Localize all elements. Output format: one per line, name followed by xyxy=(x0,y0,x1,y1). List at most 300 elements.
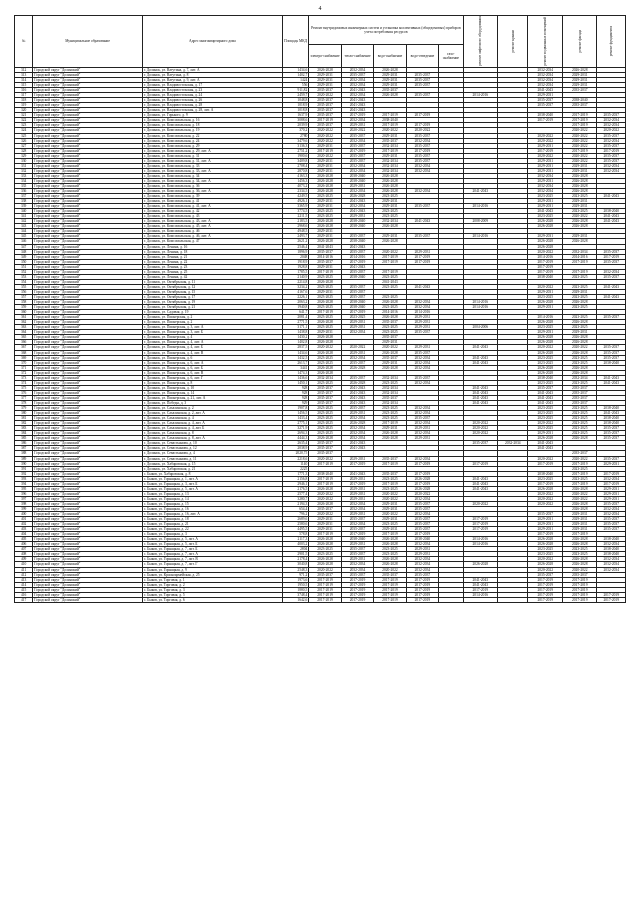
municipality-cell: Городской округ "Долинский" xyxy=(33,249,143,254)
heat-cell: 2035-2037 xyxy=(341,517,373,522)
foundation-cell: 2029-2031 xyxy=(597,486,626,491)
sewer-cell: 2035-2037 xyxy=(406,133,438,138)
facade-cell: 2017-2019 xyxy=(562,582,597,587)
heat-cell: 2035-2037 xyxy=(341,547,373,552)
lift-cell: 2041-2043 xyxy=(463,577,498,582)
heat-cell: 2029-2031 xyxy=(341,183,373,188)
heat-cell: 2038-2040 xyxy=(341,305,373,310)
sewer-cell: 2017-2019 xyxy=(406,592,438,597)
electro-cell: 2035-2037 xyxy=(309,108,341,113)
basement-cell: 2017-2019 xyxy=(528,269,563,274)
row-number: 371 xyxy=(15,365,33,370)
area-cell: 1438,8 xyxy=(282,330,308,335)
municipality-cell: Городской округ "Долинский" xyxy=(33,315,143,320)
municipality-cell: Городской округ "Долинский" xyxy=(33,466,143,471)
basement-cell: 2038-2040 xyxy=(528,471,563,476)
foundation-cell: 2032-2034 xyxy=(597,269,626,274)
area-cell: 1940,8 xyxy=(282,305,308,310)
municipality-cell: Городской округ "Долинский" xyxy=(33,476,143,481)
municipality-cell: Городской округ "Долинский" xyxy=(33,340,143,345)
heat-cell: 2041-2043 xyxy=(341,103,373,108)
row-number: 343 xyxy=(15,224,33,229)
municipality-cell: Городской округ "Долинский" xyxy=(33,204,143,209)
municipality-cell: Городской округ "Долинский" xyxy=(33,199,143,204)
row-number: 357 xyxy=(15,295,33,300)
row-number: 324 xyxy=(15,128,33,133)
area-cell: 2063,2 xyxy=(282,300,308,305)
facade-cell: 2023-2025 xyxy=(562,547,597,552)
address-cell: с. Быков, ул. Горняцкая, д. 1, лит. А xyxy=(142,476,282,481)
facade-cell: 2017-2019 xyxy=(562,592,597,597)
water-cell: 2017-2019 xyxy=(374,461,406,466)
basement-cell: 2023-2025 xyxy=(528,380,563,385)
electro-cell: 2023-2025 xyxy=(309,274,341,279)
heat-cell: 2032-2034 xyxy=(341,67,373,72)
facade-cell: 2020-2022 xyxy=(562,133,597,138)
municipality-cell: Городской округ "Долинский" xyxy=(33,587,143,592)
heat-cell: 2035-2037 xyxy=(341,158,373,163)
foundation-cell: 2035-2037 xyxy=(597,259,626,264)
address-cell: г. Долинск, ул. Сахалинская, д. 2 xyxy=(142,406,282,411)
address-cell: г. Долинск, ул. Владивостокская, д. 28 xyxy=(142,103,282,108)
basement-cell: 2029-2031 xyxy=(528,527,563,532)
address-cell: г. Долинск, ул. Севастьянова, д. 12 xyxy=(142,446,282,451)
header-roof-label: ремонт крыши xyxy=(510,29,515,53)
row-number: 396 xyxy=(15,491,33,496)
area-cell: 928 xyxy=(282,385,308,390)
address-cell: г. Долинск, ул. Октябрьская, д. 11 xyxy=(142,279,282,284)
electro-cell: 2035-2037 xyxy=(309,441,341,446)
area-cell: 971,2 xyxy=(282,572,308,577)
basement-cell: 2029-2031 xyxy=(528,158,563,163)
sewer-cell: 2032-2034 xyxy=(406,305,438,310)
basement-cell: 2029-2031 xyxy=(528,163,563,168)
area-cell: 2804 xyxy=(282,547,308,552)
area-cell: 928 xyxy=(282,390,308,395)
address-cell: г. Долинск, ул. Ленина, д. 25 xyxy=(142,269,282,274)
electro-cell: 2017-2019 xyxy=(309,587,341,592)
municipality-cell: Городской округ "Долинский" xyxy=(33,436,143,441)
lift-cell: 2014-2016 xyxy=(463,234,498,239)
heat-cell: 2032-2034 xyxy=(341,501,373,506)
lift-cell: 2014-2016 xyxy=(463,204,498,209)
row-number: 341 xyxy=(15,214,33,219)
foundation-cell: 2017-2019 xyxy=(597,471,626,476)
heat-cell: 2041-2043 xyxy=(341,400,373,405)
sewer-cell: 2035-2037 xyxy=(406,72,438,77)
area-cell: 928 xyxy=(282,395,308,400)
municipality-cell: Городской округ "Долинский" xyxy=(33,522,143,527)
municipality-cell: Городской округ "Долинский" xyxy=(33,385,143,390)
address-cell: г. Долинск, ул. Пионерская, д. 6, лит. Б xyxy=(142,365,282,370)
facade-cell: 2023-2025 xyxy=(562,431,597,436)
address-cell: г. Долинск, ул. Пионерская, д. 4, лит. Б xyxy=(142,345,282,350)
facade-cell: 2020-2022 xyxy=(562,567,597,572)
water-cell: 2017-2019 xyxy=(374,148,406,153)
heat-cell: 2032-2034 xyxy=(341,522,373,527)
facade-cell: 2023-2025 xyxy=(562,305,597,310)
sewer-cell: 2035-2037 xyxy=(406,204,438,209)
water-cell: 2017-2019 xyxy=(374,592,406,597)
address-cell: г. Долинск, ул. Ватутина, д. 7, лит. А xyxy=(142,67,282,72)
heat-cell: 2029-2031 xyxy=(341,320,373,325)
electro-cell: 2023-2025 xyxy=(309,547,341,552)
facade-cell: 2026-2028 xyxy=(562,219,597,224)
foundation-cell: 2038-2040 xyxy=(597,406,626,411)
row-number: 393 xyxy=(15,476,33,481)
heat-cell: 2029-2031 xyxy=(341,123,373,128)
heat-cell: 2035-2037 xyxy=(341,375,373,380)
address-cell: г. Долинск, ул. Севастьянова, д. 4 xyxy=(142,451,282,456)
facade-cell: 2035-2037 xyxy=(562,395,597,400)
basement-cell: 2029-2031 xyxy=(528,289,563,294)
electro-cell: 2020-2022 xyxy=(309,128,341,133)
heat-cell: 2029-2031 xyxy=(341,456,373,461)
electro-cell: 2023-2025 xyxy=(309,431,341,436)
lift-cell: 2017-2019 xyxy=(463,461,498,466)
municipality-cell: Городской округ "Долинский" xyxy=(33,259,143,264)
water-cell: 2017-2019 xyxy=(374,582,406,587)
row-number: 368 xyxy=(15,350,33,355)
row-number: 417 xyxy=(15,597,33,602)
municipality-cell: Городской округ "Долинский" xyxy=(33,517,143,522)
water-cell: 2029-2031 xyxy=(374,360,406,365)
sewer-cell: 2035-2037 xyxy=(406,350,438,355)
municipality-cell: Городской округ "Долинский" xyxy=(33,224,143,229)
area-cell: 1433,4 xyxy=(282,416,308,421)
water-cell: 2017-2019 xyxy=(374,123,406,128)
basement-cell: 2026-2028 xyxy=(528,542,563,547)
area-cell: 1018,8 xyxy=(282,108,308,113)
sewer-cell: 2035-2037 xyxy=(406,330,438,335)
facade-cell: 2029-2031 xyxy=(562,234,597,239)
row-number: 318 xyxy=(15,98,33,103)
area-cell: 1896,9 xyxy=(282,249,308,254)
water-cell: 2023-2025 xyxy=(374,194,406,199)
heat-cell: 2017-2019 xyxy=(341,481,373,486)
row-number: 348 xyxy=(15,249,33,254)
municipality-cell: Городской округ "Долинский" xyxy=(33,572,143,577)
electro-cell: 2026-2028 xyxy=(309,173,341,178)
heat-cell: 2017-2019 xyxy=(341,587,373,592)
municipality-cell: Городской округ "Долинский" xyxy=(33,219,143,224)
basement-cell: 2026-2028 xyxy=(528,219,563,224)
basement-cell: 2035-2037 xyxy=(528,103,563,108)
basement-cell: 2029-2031 xyxy=(528,431,563,436)
sewer-cell: 2017-2019 xyxy=(406,461,438,466)
address-cell: г. Долинск, ул. Комсомольская, д. 24 xyxy=(142,138,282,143)
address-cell: г. Долинск, ул. Севастьянова, д. 11 xyxy=(142,456,282,461)
row-number: 360 xyxy=(15,310,33,315)
basement-cell: 2020-2022 xyxy=(528,456,563,461)
row-number: 352 xyxy=(15,269,33,274)
municipality-cell: Городской округ "Долинский" xyxy=(33,239,143,244)
area-cell: 2635,4 xyxy=(282,441,308,446)
basement-cell: 2014-2016 xyxy=(528,315,563,320)
row-number: 367 xyxy=(15,345,33,350)
heat-cell: 2041-2043 xyxy=(341,446,373,451)
sewer-cell: 2029-2031 xyxy=(406,325,438,330)
address-cell: г. Долинск, ул. Сахалинская, д. 8 xyxy=(142,431,282,436)
address-cell: с. Быков, ул. Горняцкая, д. 22 xyxy=(142,527,282,532)
facade-cell: 2020-2022 xyxy=(562,456,597,461)
municipality-cell: Городской округ "Долинский" xyxy=(33,461,143,466)
area-cell: 1900,6 xyxy=(282,153,308,158)
facade-cell: 2029-2031 xyxy=(562,517,597,522)
electro-cell: 2017-2019 xyxy=(309,310,341,315)
basement-cell: 2023-2025 xyxy=(528,547,563,552)
header-facade-label: ремонт фасада xyxy=(577,29,582,53)
facade-cell: 2032-2034 xyxy=(562,249,597,254)
electro-cell: 2023-2025 xyxy=(309,284,341,289)
header-basement xyxy=(528,16,563,68)
water-cell: 2029-2031 xyxy=(374,517,406,522)
water-cell: 2029-2031 xyxy=(374,204,406,209)
area-cell: 2117,3 xyxy=(282,537,308,542)
row-number: 407 xyxy=(15,547,33,552)
header-municipality: Муниципальное образование xyxy=(33,16,143,68)
area-cell: 3409,8 xyxy=(282,158,308,163)
heat-cell: 2029-2031 xyxy=(341,542,373,547)
area-cell: 4926,1 xyxy=(282,199,308,204)
facade-cell: 2026-2028 xyxy=(562,189,597,194)
water-cell: 2029-2031 xyxy=(374,199,406,204)
water-cell: 2035-2037 xyxy=(374,572,406,577)
electro-cell: 2017-2019 xyxy=(309,476,341,481)
area-cell: 2211,5 xyxy=(282,214,308,219)
water-cell: 2032-2034 xyxy=(374,168,406,173)
area-cell: 1880,5 xyxy=(282,587,308,592)
municipality-cell: Городской округ "Долинский" xyxy=(33,552,143,557)
foundation-cell: 2035-2037 xyxy=(597,426,626,431)
area-cell: 3234,2 xyxy=(282,284,308,289)
sewer-cell: 2041-2043 xyxy=(406,284,438,289)
foundation-cell: 2032-2034 xyxy=(597,118,626,123)
basement-cell: 2026-2028 xyxy=(528,436,563,441)
facade-cell: 2023-2025 xyxy=(562,315,597,320)
sewer-cell: 2029-2031 xyxy=(406,320,438,325)
electro-cell: 2026-2028 xyxy=(309,189,341,194)
municipality-cell: Городской округ "Долинский" xyxy=(33,173,143,178)
area-cell: 2694,3 xyxy=(282,431,308,436)
water-cell: 2023-2025 xyxy=(374,330,406,335)
electro-cell: 2017-2019 xyxy=(309,148,341,153)
sewer-cell: 2029-2031 xyxy=(406,436,438,441)
area-cell: 1432,5 xyxy=(282,355,308,360)
basement-cell: 2023-2025 xyxy=(528,355,563,360)
area-cell: 3271,9 xyxy=(282,426,308,431)
water-cell: 2017-2019 xyxy=(374,269,406,274)
water-cell: 2023-2025 xyxy=(374,406,406,411)
basement-cell: 2029-2031 xyxy=(528,204,563,209)
basement-cell: 2020-2022 xyxy=(528,557,563,562)
sewer-cell: 2035-2037 xyxy=(406,501,438,506)
electro-cell: 2023-2025 xyxy=(309,380,341,385)
facade-cell: 2029-2031 xyxy=(562,512,597,517)
municipality-cell: Городской округ "Долинский" xyxy=(33,158,143,163)
municipality-cell: Городской округ "Долинский" xyxy=(33,456,143,461)
basement-cell: 2014-2016 xyxy=(528,254,563,259)
heat-cell: 2035-2037 xyxy=(341,234,373,239)
heat-cell: 2035-2037 xyxy=(341,552,373,557)
municipality-cell: Городской округ "Долинский" xyxy=(33,72,143,77)
area-cell: 654,4 xyxy=(282,506,308,511)
heat-cell: 2032-2034 xyxy=(341,138,373,143)
municipality-cell: Городской округ "Долинский" xyxy=(33,244,143,249)
address-cell: г. Долинск, ул. Пионерская, д. 6, лит. Г xyxy=(142,375,282,380)
basement-cell: 2029-2031 xyxy=(528,305,563,310)
electro-cell: 2026-2028 xyxy=(309,320,341,325)
facade-cell: 2029-2031 xyxy=(562,204,597,209)
electro-cell: 2035-2037 xyxy=(309,123,341,128)
row-number: 397 xyxy=(15,496,33,501)
electro-cell: 2035-2037 xyxy=(309,385,341,390)
water-cell: 2032-2034 xyxy=(374,163,406,168)
lift-cell: 2014-2016 xyxy=(463,542,498,547)
heat-cell: 2029-2031 xyxy=(341,491,373,496)
basement-cell: 2023-2025 xyxy=(528,295,563,300)
row-number: 382 xyxy=(15,421,33,426)
facade-cell: 2017-2019 xyxy=(562,269,597,274)
row-number: 338 xyxy=(15,199,33,204)
address-cell: с. Быков, ул. Горняцкая, д. 5, лит. А xyxy=(142,486,282,491)
row-number: 334 xyxy=(15,178,33,183)
electro-cell: 2026-2028 xyxy=(309,370,341,375)
area-cell: 2751,2 xyxy=(282,148,308,153)
heat-cell: 2026-2028 xyxy=(341,194,373,199)
municipality-cell: Городской округ "Долинский" xyxy=(33,234,143,239)
address-cell: г. Долинск, ул. Владивостокская, д. 24 xyxy=(142,93,282,98)
facade-cell: 2017-2019 xyxy=(562,113,597,118)
municipality-cell: Городской округ "Долинский" xyxy=(33,567,143,572)
municipality-cell: Городской округ "Долинский" xyxy=(33,345,143,350)
basement-cell: 2020-2022 xyxy=(528,491,563,496)
basement-cell: 2020-2022 xyxy=(528,496,563,501)
row-number: 392 xyxy=(15,471,33,476)
basement-cell: 2017-2019 xyxy=(528,461,563,466)
heat-cell: 2035-2037 xyxy=(341,269,373,274)
foundation-cell: 2032-2034 xyxy=(597,476,626,481)
area-cell: 2548,3 xyxy=(282,567,308,572)
lift-cell: 2041-2043 xyxy=(463,476,498,481)
area-cell: 1456,5 xyxy=(282,411,308,416)
heat-cell: 2041-2043 xyxy=(341,441,373,446)
address-cell: г. Долинск, ул. Пионерская, д. 3, лит. Б xyxy=(142,330,282,335)
lift-cell: 2041-2043 xyxy=(463,486,498,491)
heat-cell: 2029-2031 xyxy=(341,512,373,517)
water-cell: 2023-2025 xyxy=(374,416,406,421)
heat-cell: 2032-2034 xyxy=(341,567,373,572)
basement-cell: 2041-2043 xyxy=(528,390,563,395)
sewer-cell: 2032-2034 xyxy=(406,355,438,360)
facade-cell: 2029-2031 xyxy=(562,330,597,335)
sewer-cell: 2032-2034 xyxy=(406,567,438,572)
basement-cell: 2017-2019 xyxy=(528,582,563,587)
area-cell: 2775,1 xyxy=(282,421,308,426)
heat-cell: 2035-2037 xyxy=(341,143,373,148)
sewer-cell: 2032-2034 xyxy=(406,163,438,168)
facade-cell: 2029-2031 xyxy=(562,289,597,294)
heat-cell: 2041-2043 xyxy=(341,199,373,204)
heat-cell: 2020-2022 xyxy=(341,345,373,350)
water-cell: 2023-2025 xyxy=(374,295,406,300)
sewer-cell: 2032-2034 xyxy=(406,562,438,567)
row-number: 375 xyxy=(15,385,33,390)
area-cell: 1973,6 xyxy=(282,577,308,582)
water-cell: 2026-2028 xyxy=(374,365,406,370)
foundation-cell: 2035-2037 xyxy=(597,436,626,441)
foundation-cell: 2038-2040 xyxy=(597,547,626,552)
electro-cell: 2023-2025 xyxy=(309,426,341,431)
municipality-cell: Городской округ "Долинский" xyxy=(33,118,143,123)
address-cell: г. Долинск, ул. Пионерская, д. 4 xyxy=(142,335,282,340)
sewer-cell: 2017-2019 xyxy=(406,254,438,259)
electro-cell: 2026-2028 xyxy=(309,340,341,345)
water-cell: 2023-2025 xyxy=(374,284,406,289)
address-cell: г. Долинск, ул. Ленина, д. 21 xyxy=(142,254,282,259)
facade-cell: 2026-2028 xyxy=(562,300,597,305)
address-cell: г. Долинск, ул. Сахалинская, д. 4 xyxy=(142,416,282,421)
area-cell: 2577,4 xyxy=(282,491,308,496)
heat-cell: 2023-2025 xyxy=(341,315,373,320)
water-cell: 2029-2031 xyxy=(374,72,406,77)
facade-cell: 2020-2022 xyxy=(562,158,597,163)
electro-cell: 2020-2022 xyxy=(309,496,341,501)
lift-cell: 2041-2043 xyxy=(463,481,498,486)
municipality-cell: Городской округ "Долинский" xyxy=(33,295,143,300)
water-cell: 2020-2022 xyxy=(374,496,406,501)
municipality-cell: Городской округ "Долинский" xyxy=(33,98,143,103)
municipality-cell: Городской округ "Долинский" xyxy=(33,597,143,602)
area-cell: 4495,5 xyxy=(282,527,308,532)
electro-cell: 2035-2037 xyxy=(309,400,341,405)
water-cell: 2032-2034 xyxy=(374,219,406,224)
basement-cell: 2023-2025 xyxy=(528,552,563,557)
facade-cell: 2026-2028 xyxy=(562,486,597,491)
municipality-cell: Городской округ "Долинский" xyxy=(33,279,143,284)
facade-cell: 2020-2022 xyxy=(562,345,597,350)
address-cell: г. Долинск, ул. Ленина, д. 23 xyxy=(142,264,282,269)
address-cell: г. Долинск, ул. Пионерская, д. 4, лит. А xyxy=(142,340,282,345)
row-number: 384 xyxy=(15,431,33,436)
municipality-cell: Городской округ "Долинский" xyxy=(33,300,143,305)
row-number: 399 xyxy=(15,506,33,511)
electro-cell: 2026-2028 xyxy=(309,542,341,547)
area-cell: 3280,7 xyxy=(282,496,308,501)
address-cell: с. Быков, ул. Горняцкая, д. 18 xyxy=(142,517,282,522)
area-cell: 2038,9 xyxy=(282,446,308,451)
area-cell: 2708,4 xyxy=(282,163,308,168)
heat-cell: 2029-2031 xyxy=(341,350,373,355)
row-number: 314 xyxy=(15,77,33,82)
water-cell: 2017-2019 xyxy=(374,587,406,592)
heat-cell: 2032-2034 xyxy=(341,118,373,123)
basement-cell: 2026-2028 xyxy=(528,300,563,305)
municipality-cell: Городской округ "Долинский" xyxy=(33,274,143,279)
foundation-cell: 2017-2019 xyxy=(597,481,626,486)
foundation-cell: 2035-2037 xyxy=(597,345,626,350)
water-cell: 2026-2028 xyxy=(374,436,406,441)
row-number: 315 xyxy=(15,83,33,88)
municipality-cell: Городской округ "Долинский" xyxy=(33,209,143,214)
water-cell: 2023-2025 xyxy=(374,209,406,214)
row-number: 353 xyxy=(15,274,33,279)
foundation-cell: 2020-2022 xyxy=(597,128,626,133)
foundation-cell: 2038-2040 xyxy=(597,416,626,421)
basement-cell: 2029-2031 xyxy=(528,199,563,204)
electro-cell: 2038-2040 xyxy=(309,471,341,476)
area-cell: 3774,5 xyxy=(282,209,308,214)
